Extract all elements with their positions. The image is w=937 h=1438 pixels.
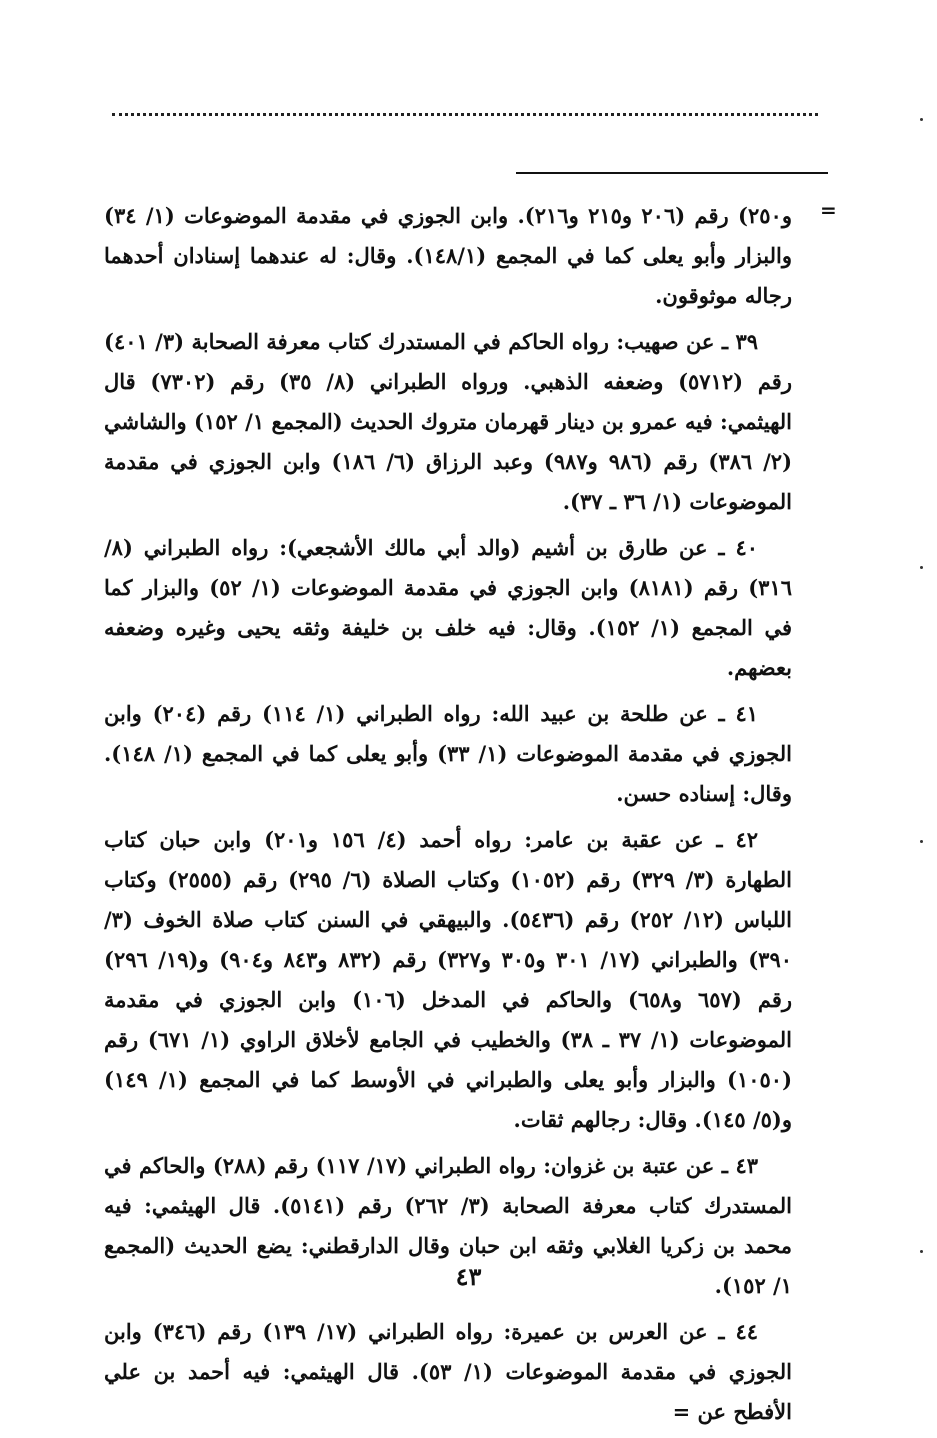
- margin-mark: [920, 1250, 923, 1253]
- footnote-40: ٤٠ ـ عن طارق بن أشيم (والد أبي مالك الأشجعي): رواه الطبراني (٨/ ٣١٦) رقم (٨١٨١) وابن الجوزي في مقدمة الموضوعات (١/ ٥٢) والبزار كما في المجمع (١/ ١٥٢). وقال: فيه خلف بن خليفة وثقه يحيى وغيره وضعفه بعضهم.: [104, 535, 793, 680]
- footnote-44: ٤٤ ـ عن العرس بن عميرة: رواه الطبراني (١٧/ ١٣٩) رقم (٣٤٦) وابن الجوزي في مقدمة الموضوعات (١/ ٥٣). قال الهيثمي: فيه أحمد بن علي الأفطح عن =: [104, 1319, 792, 1424]
- margin-mark: [920, 118, 923, 121]
- footnote-separator-rule: [516, 172, 828, 174]
- footnote-39: ٣٩ ـ عن صهيب: رواه الحاكم في المستدرك كتاب معرفة الصحابة (٣/ ٤٠١) رقم (٥٧١٢) وضعفه الذهبي. ورواه الطبراني (٨/ ٣٥) رقم (٧٣٠٢) قال الهيثمي: فيه عمرو بن دينار قهرمان متروك الحديث (المجمع ١/ ١٥٢) والشاشي (٢/ ٣٨٦) رقم (٩٨٦ و٩٨٧) وعبد الرزاق (٦/ ١٨٦) وابن الجوزي في مقدمة الموضوعات (١/ ٣٦ ـ ٣٧).: [104, 329, 792, 514]
- margin-mark: [920, 566, 923, 569]
- footnote-continuation: و٢٥٠) رقم (٢٠٦ و٢١٥ و٢١٦). وابن الجوزي في مقدمة الموضوعات (١/ ٣٤) والبزار وأبو يعلى كما في المجمع (١٤٨/١). وقال: له عندهما إسنادان أحدهما رجاله موثوقون.: [104, 203, 792, 308]
- footnote-42: ٤٢ ـ عن عقبة بن عامر: رواه أحمد (٤/ ١٥٦ و٢٠١) وابن حبان كتاب الطهارة (٣/ ٣٢٩) رقم (١٠٥٢) وكتاب الصلاة (٦/ ٢٩٥) رقم (٢٥٥٥) وكتاب اللباس (١٢/ ٢٥٢) رقم (٥٤٣٦). والبيهقي في السنن كتاب صلاة الخوف (٣/ ٣٩٠) والطبراني (١٧/ ٣٠١ و٣٠٥ و٣٢٧) رقم (٨٣٢ و٨٤٣ و٩٠٤) و(١٩/ ٢٩٦) رقم (٦٥٧ و٦٥٨) والحاكم في المدخل (١٠٦) وابن الجوزي في مقدمة الموضوعات (١/ ٣٧ ـ ٣٨) والخطيب في الجامع لأخلاق الراوي (١/ ٦٧١) رقم (١٠٥٠) والبزار وأبو يعلى والطبراني في الأوسط كما في المجمع (١/ ١٤٩) و(٥/ ١٤٥). وقال: رجالهم ثقات.: [104, 827, 793, 1132]
- continuation-marker: =: [820, 198, 837, 222]
- footnotes-body: [104, 196, 792, 1438]
- footnote-43: ٤٣ ـ عن عتبة بن غزوان: رواه الطبراني (١٧/ ١١٧) رقم (٢٨٨) والحاكم في المستدرك كتاب معرفة الصحابة (٣/ ٢٦٢) رقم (٥١٤١). قال الهيثمي: فيه محمد بن زكريا الغلابي وثقه ابن حبان وقال الدارقطني: يضع الحديث (المجمع ١/ ١٥٢).: [104, 1153, 793, 1298]
- header-dotted-rule: [112, 113, 818, 116]
- page-number: ٤٣: [455, 1262, 482, 1291]
- margin-mark: [920, 840, 923, 843]
- footnote-41: ٤١ ـ عن طلحة بن عبيد الله: رواه الطبراني (١/ ١١٤) رقم (٢٠٤) وابن الجوزي في مقدمة الموضوعات (١/ ٣٣) وأبو يعلى كما في المجمع (١/ ١٤٨). وقال: إسناده حسن.: [104, 701, 792, 806]
